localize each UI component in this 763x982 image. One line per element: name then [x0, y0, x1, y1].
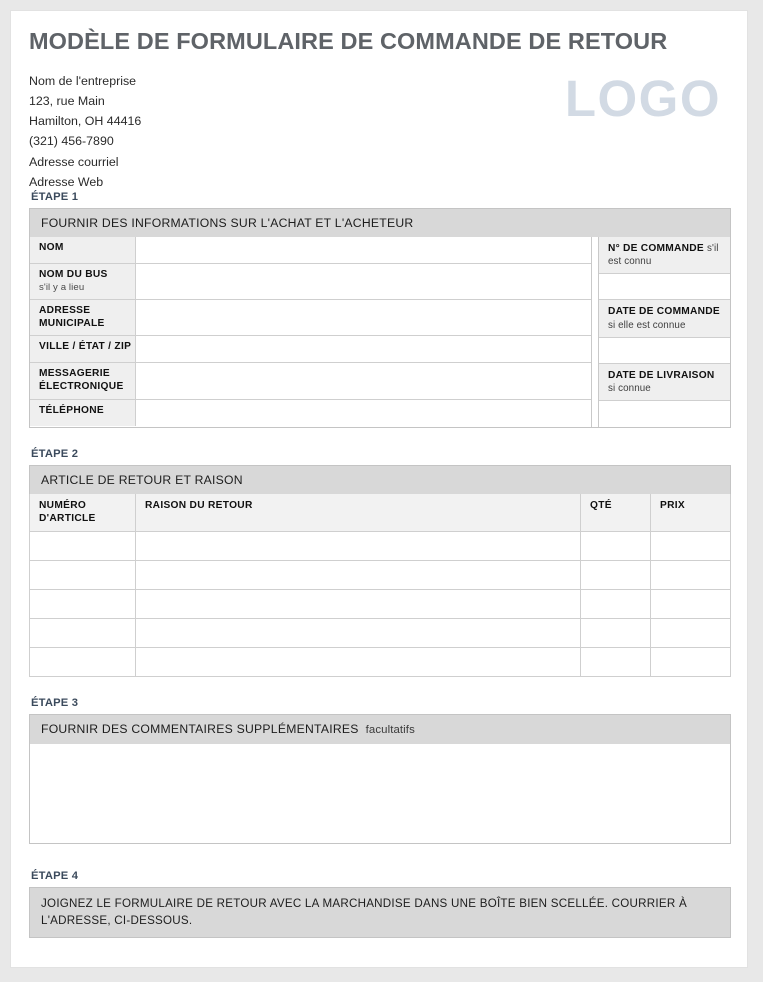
field-row-nom	[30, 237, 591, 264]
cell-raison-du-retour[interactable]	[136, 619, 581, 648]
step-1-right-column	[599, 237, 730, 427]
field-input-nom-du-bus[interactable]	[136, 264, 591, 299]
field-input-ville-etat-zip[interactable]	[136, 336, 591, 362]
column-divider	[591, 237, 599, 427]
cell-numero-article[interactable]	[30, 532, 136, 561]
company-email: Adresse courriel	[29, 154, 119, 169]
step-3-section-header	[29, 714, 731, 744]
field-label-text: N° DE COMMANDE	[608, 242, 704, 254]
field-input-numero-de-commande[interactable]	[599, 274, 730, 300]
field-label-telephone	[30, 400, 136, 426]
field-label-hint: s'il est connu	[608, 242, 719, 268]
field-row-messagerie-electronique	[30, 363, 591, 399]
page-title: MODÈLE DE FORMULAIRE DE COMMANDE DE RETOUR	[29, 28, 668, 54]
field-label-date-de-livraison	[599, 364, 730, 401]
cell-prix[interactable]	[651, 561, 731, 590]
field-label-hint: s'il y a lieu	[39, 281, 85, 293]
cell-raison-du-retour[interactable]	[136, 532, 581, 561]
field-label-text: NOM DU BUS	[39, 268, 108, 280]
column-header-numero-article: NUMÉRO D'ARTICLE	[30, 494, 136, 532]
step-2-section-header: ARTICLE DE RETOUR ET RAISON	[29, 465, 731, 494]
company-street: 123, rue Main	[29, 94, 105, 109]
table-row	[30, 648, 731, 677]
table-header-row	[30, 494, 731, 532]
field-label-nom-du-bus	[30, 264, 136, 299]
column-header-qte: QTÉ	[581, 494, 651, 532]
company-city-state: Hamilton, OH 44416	[29, 114, 142, 129]
step-1-left-column	[30, 237, 591, 427]
cell-qte[interactable]	[581, 648, 651, 677]
field-label-date-de-commande	[599, 300, 730, 337]
cell-qte[interactable]	[581, 590, 651, 619]
cell-numero-article[interactable]	[30, 561, 136, 590]
step-4-label: ÉTAPE 4	[31, 870, 79, 883]
field-input-nom[interactable]	[136, 237, 591, 263]
cell-prix[interactable]	[651, 532, 731, 561]
cell-qte[interactable]	[581, 561, 651, 590]
cell-raison-du-retour[interactable]	[136, 648, 581, 677]
step-4-instruction: JOIGNEZ LE FORMULAIRE DE RETOUR AVEC LA MARCHANDISE DANS UNE BOÎTE BIEN SCELLÉE. COURRIER À L'ADRESSE, CI-DESSOUS.	[29, 887, 731, 938]
field-label-text: ADRESSE MUNICIPALE	[39, 305, 105, 329]
spacer	[29, 677, 731, 697]
step-3-header-text: FOURNIR DES COMMENTAIRES SUPPLÉMENTAIRES	[41, 722, 359, 737]
cell-qte[interactable]	[581, 532, 651, 561]
field-row-nom-du-bus	[30, 264, 591, 300]
step-1-section-header: FOURNIR DES INFORMATIONS SUR L'ACHAT ET L'ACHETEUR	[29, 208, 731, 237]
cell-numero-article[interactable]	[30, 590, 136, 619]
field-label-text: MESSAGERIE ÉLECTRONIQUE	[39, 368, 124, 392]
field-row-ville-etat-zip	[30, 336, 591, 363]
spacer	[29, 844, 731, 870]
step-3-label: ÉTAPE 3	[31, 697, 79, 710]
table-row	[30, 619, 731, 648]
field-label-text: TÉLÉPHONE	[39, 404, 104, 416]
column-header-raison-du-retour: RAISON DU RETOUR	[136, 494, 581, 532]
field-row-telephone	[30, 400, 591, 426]
field-input-date-de-livraison[interactable]	[599, 401, 730, 427]
field-input-telephone[interactable]	[136, 400, 591, 426]
field-input-adresse-municipale[interactable]	[136, 300, 591, 335]
field-label-adresse-municipale	[30, 300, 136, 335]
field-label-text: DATE DE COMMANDE	[608, 306, 720, 318]
page-content	[29, 29, 731, 938]
cell-numero-article[interactable]	[30, 619, 136, 648]
cell-numero-article[interactable]	[30, 648, 136, 677]
field-row-adresse-municipale	[30, 300, 591, 336]
step-3-optional-note: facultatifs	[365, 724, 415, 737]
field-label-ville-etat-zip	[30, 336, 136, 362]
company-name: Nom de l'entreprise	[29, 73, 137, 88]
table-row	[30, 561, 731, 590]
cell-prix[interactable]	[651, 619, 731, 648]
field-label-hint: si connue	[608, 382, 651, 394]
field-label-messagerie-electronique	[30, 363, 136, 398]
table-row	[30, 532, 731, 561]
logo-placeholder: LOGO	[564, 69, 721, 127]
cell-raison-du-retour[interactable]	[136, 590, 581, 619]
return-items-table	[29, 494, 731, 677]
cell-prix[interactable]	[651, 590, 731, 619]
document-page	[10, 10, 748, 968]
field-label-hint: si elle est connue	[608, 319, 686, 331]
field-input-date-de-commande[interactable]	[599, 338, 730, 364]
company-phone: (321) 456-7890	[29, 134, 114, 149]
cell-raison-du-retour[interactable]	[136, 561, 581, 590]
spacer	[29, 428, 731, 448]
company-address-block	[29, 71, 141, 192]
step-2-label: ÉTAPE 2	[31, 448, 79, 461]
column-header-prix: PRIX	[651, 494, 731, 532]
step-1-table	[29, 237, 731, 428]
field-input-messagerie-electronique[interactable]	[136, 363, 591, 398]
field-label-text: NOM	[39, 241, 64, 253]
field-label-numero-de-commande	[599, 237, 730, 274]
comments-textarea[interactable]	[29, 744, 731, 844]
letterhead	[29, 71, 731, 191]
step-1-label: ÉTAPE 1	[31, 190, 79, 203]
company-web: Adresse Web	[29, 174, 104, 189]
cell-qte[interactable]	[581, 619, 651, 648]
field-label-text: DATE DE LIVRAISON	[608, 369, 715, 381]
field-label-text: VILLE / ÉTAT / ZIP	[39, 341, 132, 353]
cell-prix[interactable]	[651, 648, 731, 677]
field-label-nom	[30, 237, 136, 263]
table-row	[30, 590, 731, 619]
